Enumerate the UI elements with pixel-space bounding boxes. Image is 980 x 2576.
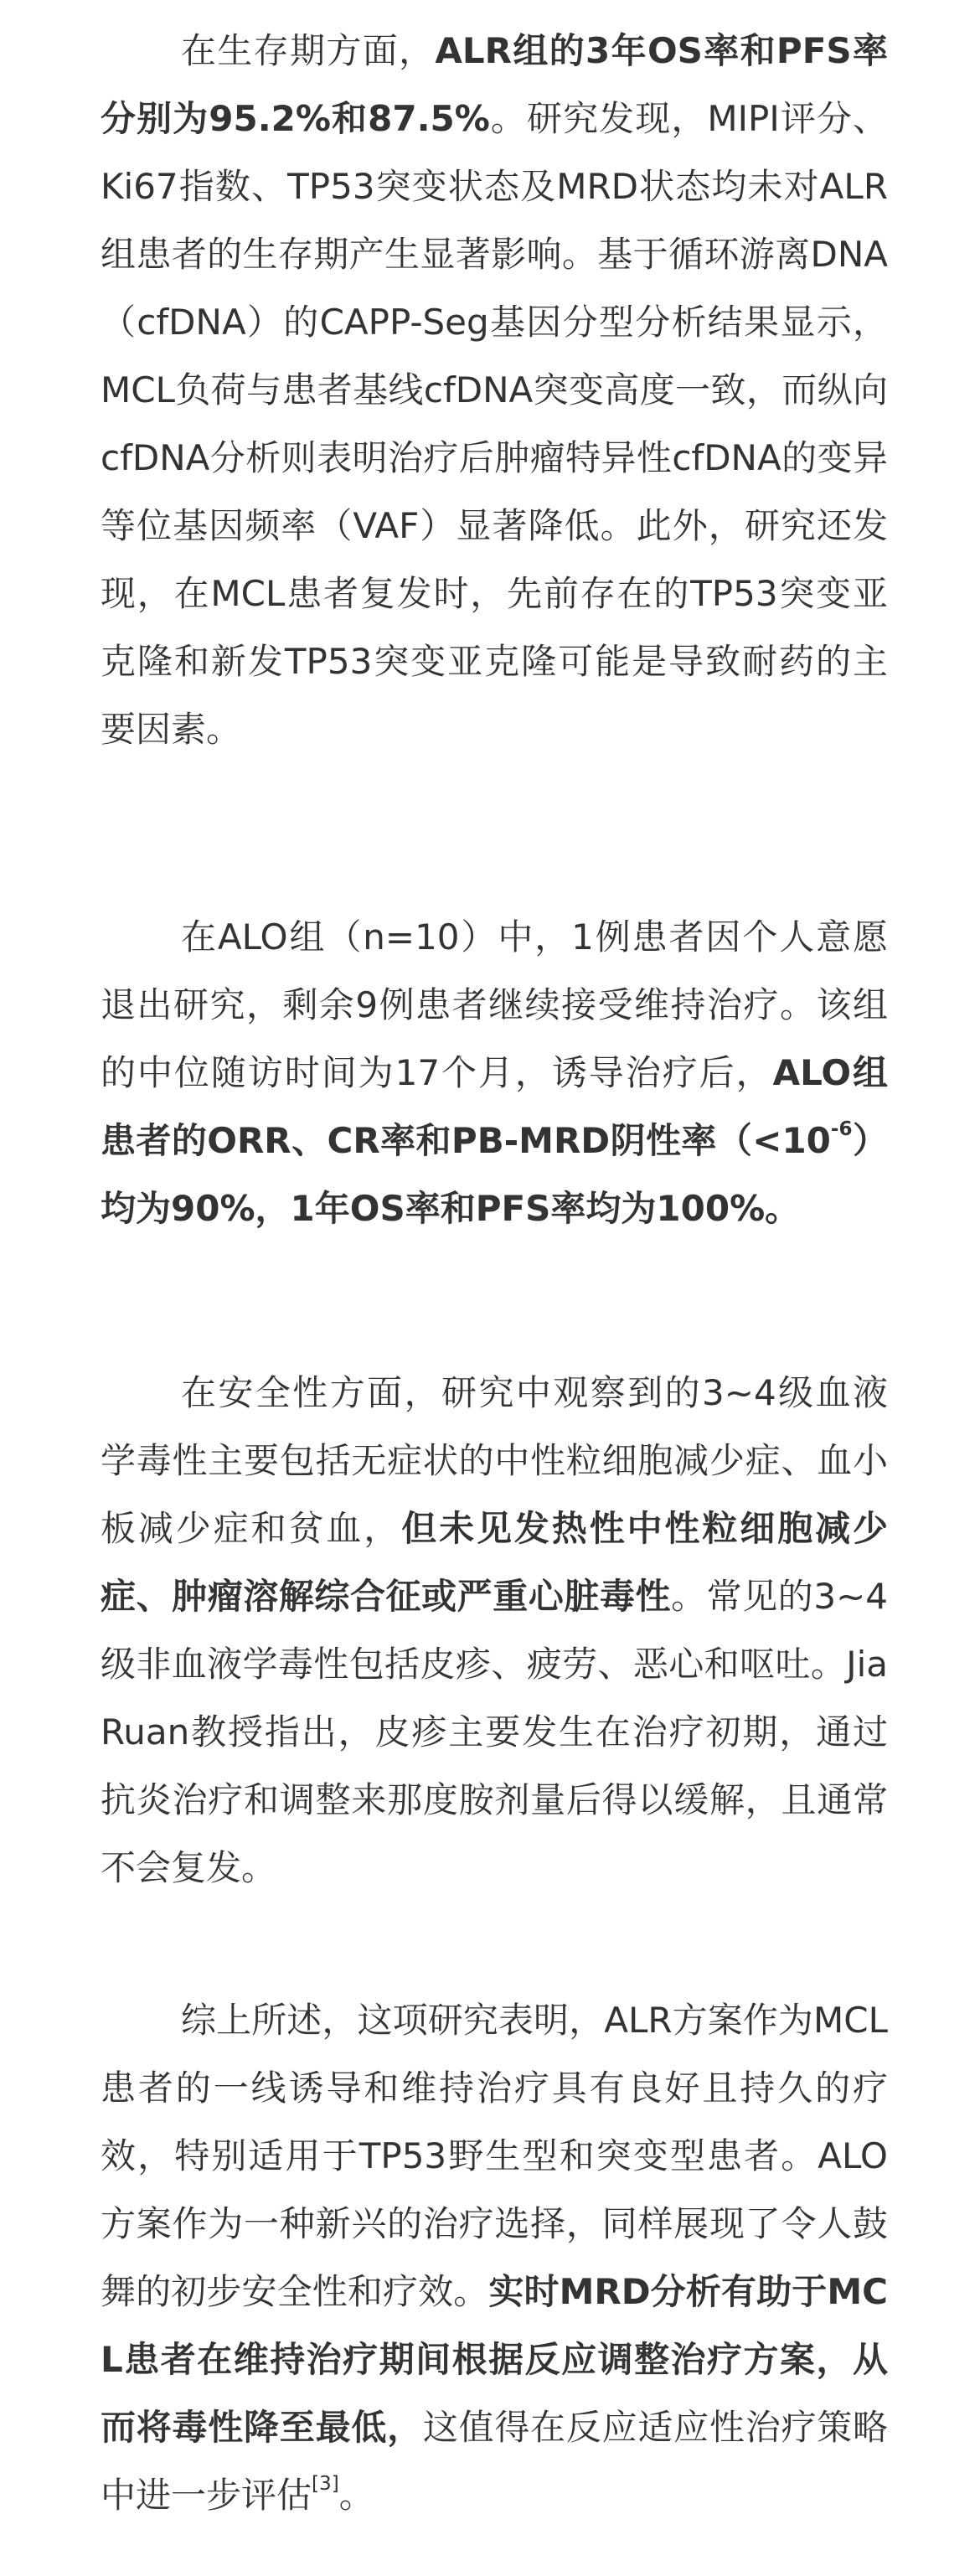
bold-text: ALO组患者的ORR、CR率和PB-MRD阴性率（<10: [101, 1052, 888, 1161]
text: 。: [338, 2475, 374, 2516]
text: 。研究发现，MIPI评分、Ki67指数、TP53突变状态及MRD状态均未对ALR组患者的生存期产生显著影响。基于循环游离DNA（cfDNA）的CAPP-Seg基因分型分析结果显示，MCL负荷与患者基线cfDNA突变高度一致，而纵向cfDNA分析则表明治疗后肿瘤特异性cfDNA的变异等位基因频率（VAF）显著降低。此外，研究还发现，在MCL患者复发时，先前存在的TP53突变亚克隆和新发TP53突变亚克隆可能是导致耐药的主要因素。: [101, 98, 888, 750]
bold-text: 实时MRD分析有助于MCL患者在维持治疗期间根据反应调整治疗方案，从而将毒性降至最低，: [101, 2271, 888, 2448]
text: 这值得在反应适应性治疗策略中进一步评估: [101, 2407, 888, 2516]
paragraph-safety: [101, 1359, 888, 1902]
reference-marker: [3]: [312, 2473, 339, 2496]
text: 。常见的3~4级非血液学毒性包括皮疹、疲劳、恶心和呕吐。Jia Ruan教授指出，皮疹主要发生在治疗初期，通过抗炎治疗和调整来那度胺剂量后得以缓解，且通常不会复发。: [101, 1576, 888, 1888]
text: 在安全性方面，研究中观察到的3~4级血液学毒性主要包括无症状的中性粒细胞减少症、血小板减少症和贫血，: [101, 1372, 888, 1549]
bold-text: ）均为90%，1年OS率和PFS率均为100%。: [101, 1120, 888, 1229]
paragraph-alo-group: [101, 903, 888, 1242]
bold-text: ALR组的3年OS率和PFS率分别为95.2%和87.5%: [101, 30, 888, 139]
superscript: -6: [830, 1118, 853, 1141]
text: 在ALO组（n=10）中，1例患者因个人意愿退出研究，剩余9例患者继续接受维持治疗。该组的中位随访时间为17个月，诱导治疗后，: [101, 916, 888, 1093]
paragraph-survival: [101, 17, 888, 763]
paragraph-conclusion: [101, 1986, 888, 2529]
text: 在生存期方面，: [181, 30, 436, 71]
bold-text: 但未见发热性中性粒细胞减少症、肿瘤溶解综合征或严重心脏毒性: [101, 1508, 888, 1617]
text: 综上所述，这项研究表明，ALR方案作为MCL患者的一线诱导和维持治疗具有良好且持久的疗效，特别适用于TP53野生型和突变型患者。ALO方案作为一种新兴的治疗选择，同样展现了令人鼓舞的初步安全性和疗效。: [101, 2000, 888, 2312]
